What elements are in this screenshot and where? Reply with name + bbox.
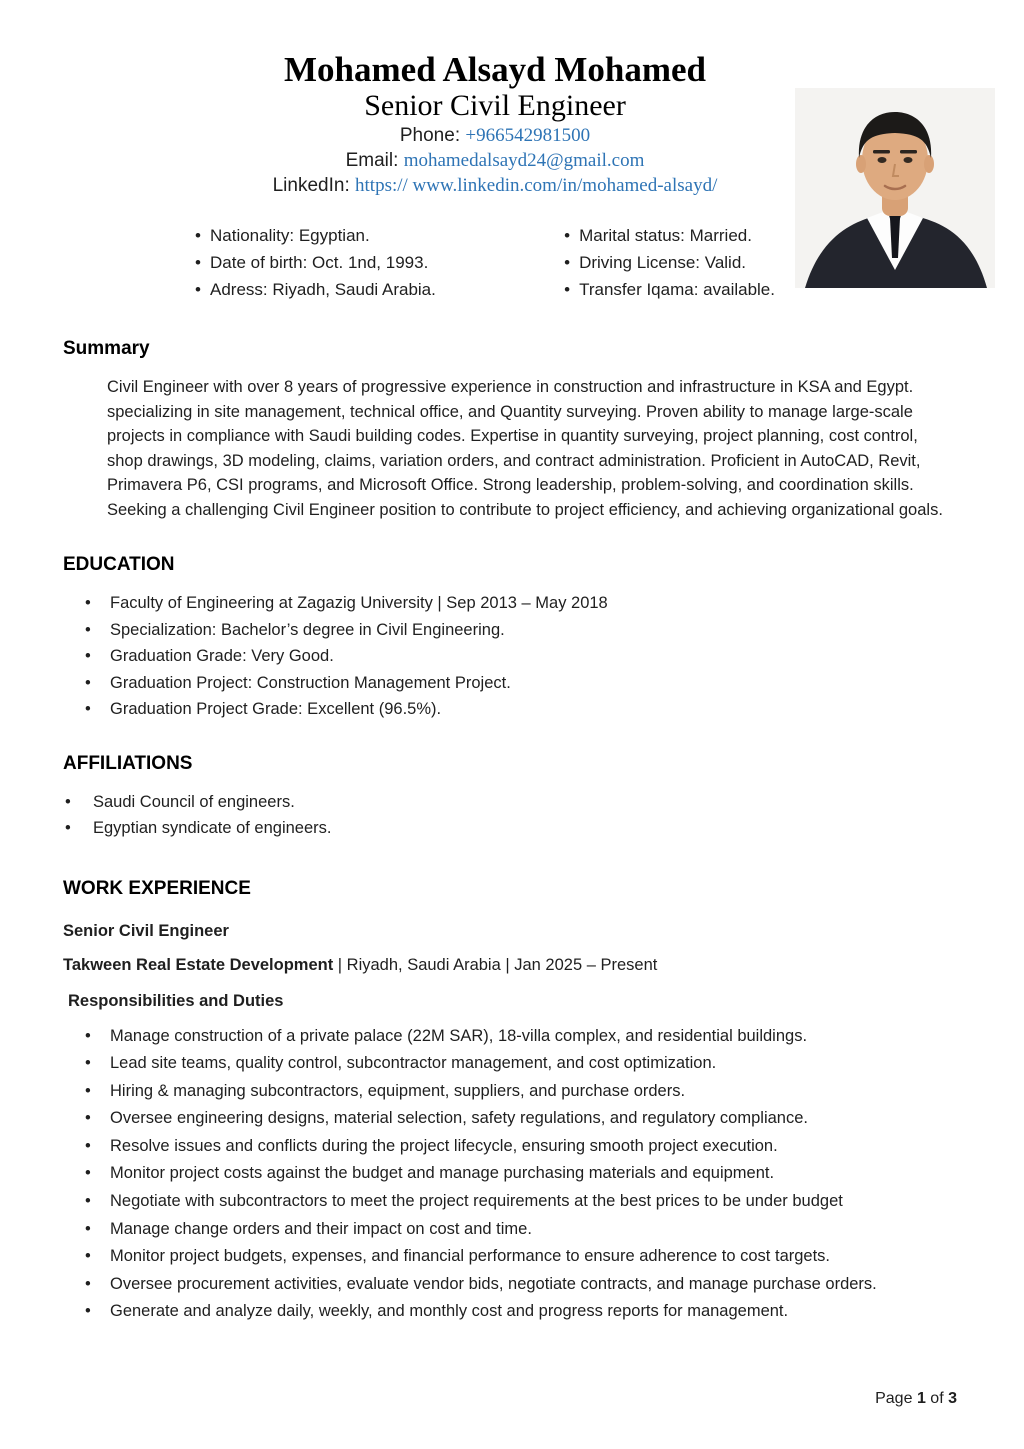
responsibilities-heading: Responsibilities and Duties xyxy=(68,991,284,1010)
linkedin-label: LinkedIn: xyxy=(272,175,350,196)
details-right-column xyxy=(564,222,775,303)
list-item: • Oversee procurement activities, evaluate vendor bids, negotiate contracts, and manage purchase orders. xyxy=(63,1271,958,1299)
affiliations-list xyxy=(63,789,958,842)
list-item: • Graduation Project: Construction Management Project. xyxy=(63,670,958,697)
list-item: • Generate and analyze daily, weekly, and monthly cost and progress reports for management. xyxy=(63,1298,958,1326)
list-item: • Manage construction of a private palace (22M SAR), 18-villa complex, and residential buildings. xyxy=(63,1023,958,1051)
list-item: • Monitor project budgets, expenses, and financial performance to ensure adherence to cost targets. xyxy=(63,1243,958,1271)
list-item: • Negotiate with subcontractors to meet the project requirements at the best prices to be under budget xyxy=(63,1188,958,1216)
education-heading: EDUCATION xyxy=(63,554,175,575)
footer-of-label: of xyxy=(930,1390,944,1407)
list-item: • Monitor project costs against the budget and manage purchasing materials and equipment. xyxy=(63,1160,958,1188)
footer-total-pages: 3 xyxy=(948,1390,957,1407)
person-title: Senior Civil Engineer xyxy=(364,89,626,122)
list-item: • Date of birth: Oct. 1nd, 1993. xyxy=(195,249,436,276)
list-item: • Specialization: Bachelor’s degree in Civil Engineering. xyxy=(63,617,958,644)
job-title: Senior Civil Engineer xyxy=(63,921,229,940)
linkedin-link[interactable]: https:// www.linkedin.com/in/mohamed-alsayd/ xyxy=(355,175,718,196)
list-item: • Faculty of Engineering at Zagazig University | Sep 2013 – May 2018 xyxy=(63,590,958,617)
email-link[interactable]: mohamedalsayd24@gmail.com xyxy=(403,150,645,171)
personal-details xyxy=(195,222,775,303)
person-name: Mohamed Alsayd Mohamed xyxy=(284,50,706,89)
company-name: Takween Real Estate Development xyxy=(63,955,334,974)
summary-heading: Summary xyxy=(63,338,150,359)
list-item: • Manage change orders and their impact on cost and time. xyxy=(63,1216,958,1244)
email-label: Email: xyxy=(345,150,399,171)
list-item: • Adress: Riyadh, Saudi Arabia. xyxy=(195,276,436,303)
responsibilities-list xyxy=(63,1023,958,1327)
education-list xyxy=(63,590,958,723)
footer-page-label: Page xyxy=(875,1390,913,1407)
list-item: • Nationality: Egyptian. xyxy=(195,222,436,249)
portrait-illustration xyxy=(795,88,995,288)
list-item: • Resolve issues and conflicts during the project lifecycle, ensuring smooth project execution. xyxy=(63,1133,958,1161)
list-item: • Transfer Iqama: available. xyxy=(564,276,775,303)
list-item: • Marital status: Married. xyxy=(564,222,775,249)
company-meta: | Riyadh, Saudi Arabia | Jan 2025 – Present xyxy=(333,955,658,974)
list-item: • Oversee engineering designs, material selection, safety regulations, and regulatory compliance. xyxy=(63,1105,958,1133)
phone-label: Phone: xyxy=(399,125,461,146)
page-footer xyxy=(875,1390,957,1408)
list-item: • Graduation Grade: Very Good. xyxy=(63,643,958,670)
profile-photo xyxy=(795,88,995,288)
phone-link[interactable]: +966542981500 xyxy=(465,125,591,146)
company-line xyxy=(63,956,958,975)
list-item: • Egyptian syndicate of engineers. xyxy=(63,815,958,842)
affiliations-heading: AFFILIATIONS xyxy=(63,752,193,774)
list-item: • Saudi Council of engineers. xyxy=(63,789,958,816)
resume-body xyxy=(63,338,958,1326)
footer-page-number: 1 xyxy=(916,1390,926,1407)
list-item: • Lead site teams, quality control, subcontractor management, and cost optimization. xyxy=(63,1050,958,1078)
list-item: • Hiring & managing subcontractors, equipment, suppliers, and purchase orders. xyxy=(63,1078,958,1106)
list-item: • Graduation Project Grade: Excellent (96.5%). xyxy=(63,696,958,723)
summary-text: Civil Engineer with over 8 years of progressive experience in construction and infrastructure in KSA and Egypt. specializing in site management, technical office, and Quantity surveying. Proven ability to manage large-scale projects in compliance with Saudi building codes. Expertise in quantity surveying, project planning, cost control, shop drawings, 3D modeling, claims, variation orders, and contract administration. Proficient in AutoCAD, Revit, Primavera P6, CSI programs, and Microsoft Office. Strong leadership, problem-solving, and coordination skills. Seeking a challenging Civil Engineer position to contribute to project efficiency, and achieving organizational goals. xyxy=(107,378,943,519)
details-left-column xyxy=(195,222,436,303)
list-item: • Driving License: Valid. xyxy=(564,249,775,276)
work-experience-heading: WORK EXPERIENCE xyxy=(63,877,251,899)
